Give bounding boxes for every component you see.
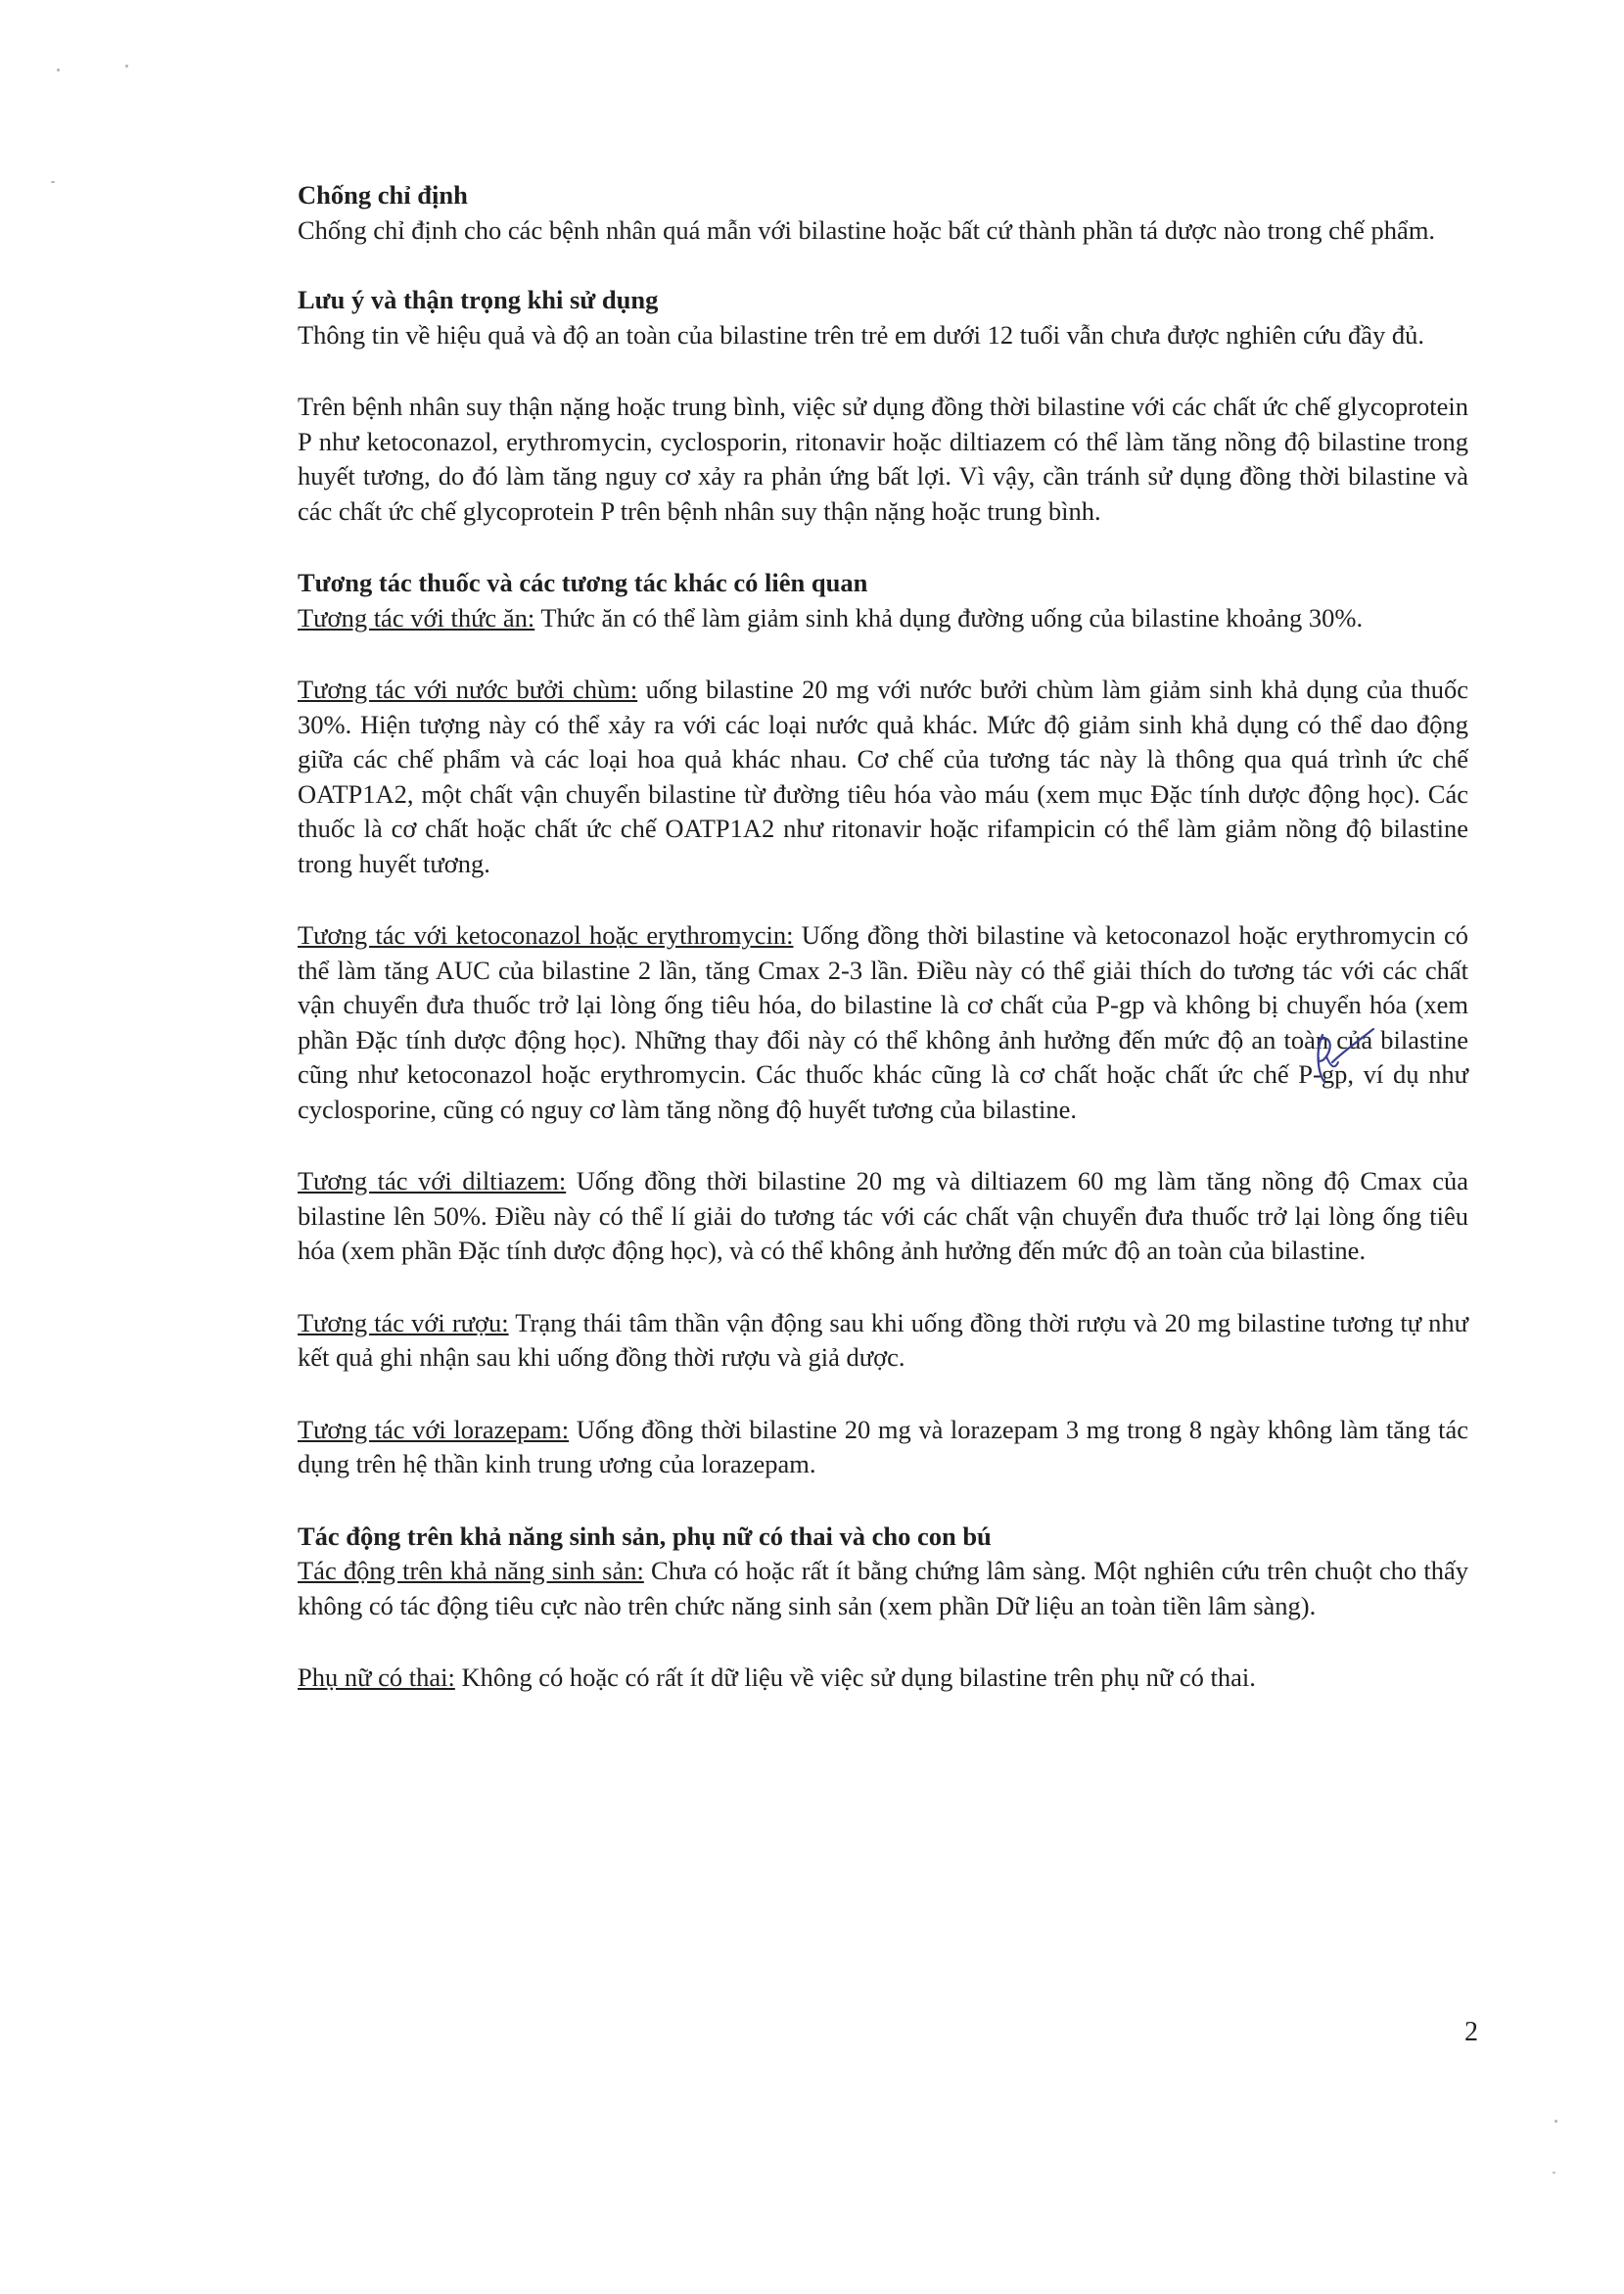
diltiazem-interaction-paragraph <box>298 1164 1468 1269</box>
contraindications-heading: Chống chỉ định <box>298 180 468 210</box>
scan-speck <box>57 69 60 71</box>
fertility-label: Tác động trên khả năng sinh sản: <box>298 1556 644 1585</box>
grapefruit-interaction-label: Tương tác với nước bưởi chùm: <box>298 675 638 704</box>
precautions-paragraph-2: Trên bệnh nhân suy thận nặng hoặc trung bình, việc sử dụng đồng thời bilastine với các chất ức chế glycoprotein P như ketoconazol, erythromycin, cyclosporin, ritonavir hoặc diltiazem có thể làm tăng nồng độ bilastine trong huyết tương, do đó làm tăng nguy cơ xảy ra phản ứng bất lợi. Vì vậy, cần tránh sử dụng đồng thời bilastine và các chất ức chế glycoprotein P trên bệnh nhân suy thận nặng hoặc trung bình. <box>298 392 1468 526</box>
interactions-heading: Tương tác thuốc và các tương tác khác có liên quan <box>298 568 868 597</box>
scan-speck <box>51 181 55 183</box>
page-number: 2 <box>1464 2017 1478 2047</box>
diltiazem-interaction-label: Tương tác với diltiazem: <box>298 1166 567 1195</box>
ketoconazole-interaction-paragraph <box>298 918 1468 1127</box>
contraindications-text: Chống chỉ định cho các bệnh nhân quá mẫn với bilastine hoặc bất cứ thành phần tá dược nào trong chế phẩm. <box>298 214 1436 245</box>
lorazepam-interaction-text: Uống đồng thời bilastine 20 mg và lorazepam 3 mg trong 8 ngày không làm tăng tác dụng trên hệ thần kinh trung ương của lorazepam. <box>298 1414 1468 1478</box>
fertility-heading: Tác động trên khả năng sinh sản, phụ nữ có thai và cho con bú <box>298 1521 992 1551</box>
grapefruit-interaction-paragraph <box>298 673 1468 881</box>
lorazepam-interaction-paragraph <box>298 1413 1468 1482</box>
pregnancy-text: Không có hoặc có rất ít dữ liệu về việc sử dụng bilastine trên phụ nữ có thai. <box>454 1662 1256 1692</box>
lorazepam-interaction-label: Tương tác với lorazepam: <box>298 1414 570 1444</box>
precautions-heading: Lưu ý và thận trọng khi sử dụng <box>298 285 659 314</box>
alcohol-interaction-label: Tương tác với rượu: <box>298 1307 509 1337</box>
fertility-text: Chưa có hoặc rất ít bằng chứng lâm sàng. Một nghiên cứu trên chuột cho thấy không có tác động tiêu cực nào trên chức năng sinh sản (xem phần Dữ liệu an toàn tiền lâm sàng). <box>298 1556 1469 1620</box>
fertility-paragraph <box>298 1554 1468 1623</box>
ketoconazole-interaction-label: Tương tác với ketoconazol hoặc erythromycin: <box>298 920 794 950</box>
alcohol-interaction-text: Trạng thái tâm thần vận động sau khi uống đồng thời rượu và 20 mg bilastine tương tự như kết quả ghi nhận sau khi uống đồng thời rượu và giả dược. <box>298 1307 1469 1372</box>
ketoconazole-interaction-text: Uống đồng thời bilastine và ketoconazol hoặc erythromycin có thể làm tăng AUC của bilastine 2 lần, tăng Cmax 2-3 lần. Điều này có thể giải thích do tương tác với các chất vận chuyển đưa thuốc trở lại lòng ống tiêu hóa, do bilastine là cơ chất của P-gp và không bị chuyển hóa (xem phần Đặc tính dược động học). Những thay đổi này có thể không ảnh hưởng đến mức độ an toàn của bilastine cũng như ketoconazol hoặc erythromycin. Các thuốc khác cũng là cơ chất hoặc chất ức chế P-gp, ví dụ như cyclosporine, cũng có nguy cơ làm tăng nồng độ huyết tương của bilastine. <box>298 920 1469 1124</box>
food-interaction-label: Tương tác với thức ăn: <box>298 602 535 632</box>
scan-speck <box>1554 2120 1557 2123</box>
pregnancy-label: Phụ nữ có thai: <box>298 1662 455 1692</box>
handwritten-initial-mark <box>1305 1023 1383 1111</box>
scan-speck <box>125 65 128 68</box>
scan-speck <box>1553 2172 1555 2174</box>
grapefruit-interaction-text: uống bilastine 20 mg với nước bưởi chùm làm giảm sinh khả dụng của thuốc 30%. Hiện tượng này có thể xảy ra với các loại nước quả khác. Mức độ giảm sinh khả dụng có thể dao động giữa các chế phẩm và các loại hoa quả khác nhau. Cơ chế của tương tác này là thông qua quá trình ức chế OATP1A2, một chất vận chuyển bilastine từ đường tiêu hóa vào máu (xem mục Đặc tính dược động học). Các thuốc là cơ chất hoặc chất ức chế OATP1A2 như ritonavir hoặc rifampicin có thể làm giảm nồng độ bilastine trong huyết tương. <box>298 675 1468 878</box>
alcohol-interaction-paragraph <box>298 1306 1468 1376</box>
food-interaction-text: Thức ăn có thể làm giảm sinh khả dụng đường uống của bilastine khoảng 30%. <box>534 602 1364 632</box>
pregnancy-paragraph <box>298 1661 1468 1696</box>
diltiazem-interaction-text: Uống đồng thời bilastine 20 mg và diltiazem 60 mg làm tăng nồng độ Cmax của bilastine lên 50%. Điều này có thể lí giải do tương tác với các chất vận chuyển đưa thuốc trở lại lòng ống tiêu hóa (xem phần Đặc tính dược động học), và có thể không ảnh hưởng đến mức độ an toàn của bilastine. <box>298 1166 1468 1265</box>
document-body <box>298 178 1468 1696</box>
food-interaction-paragraph <box>298 601 1468 636</box>
precautions-paragraph-1: Thông tin về hiệu quả và độ an toàn của bilastine trên trẻ em dưới 12 tuổi vẫn chưa được nghiên cứu đầy đủ. <box>298 319 1425 350</box>
